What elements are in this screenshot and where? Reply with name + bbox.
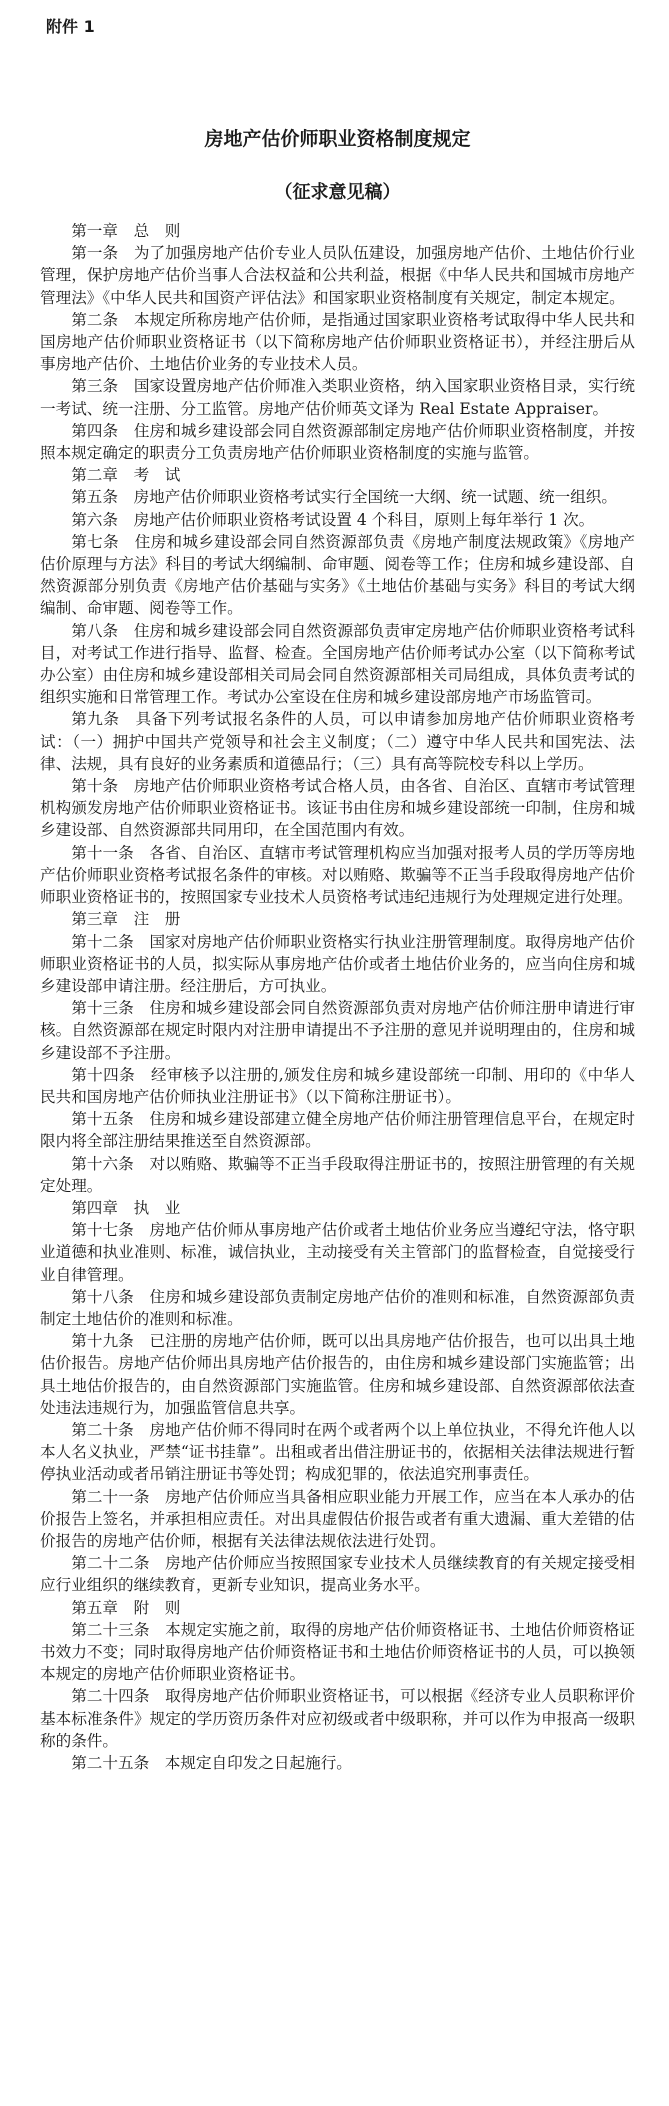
article-paragraph: 第二十一条 房地产估价师应当具备相应职业能力开展工作，应当在本人承办的估价报告上签名，并承担相应责任。对出具虚假估价报告或者有重大遗漏、重大差错的估价报告的房地产估价师，根据有关法律法规依法进行处罚。	[40, 1487, 635, 1550]
article-paragraph: 第二十二条 房地产估价师应当按照国家专业技术人员继续教育的有关规定接受相应行业组织的继续教育，更新专业知识，提高业务水平。	[40, 1554, 635, 1595]
article-paragraph: 第四条 住房和城乡建设部会同自然资源部制定房地产估价师职业资格制度，并按照本规定确定的职责分工负责房地产估价师职业资格制度的实施与监管。	[40, 421, 635, 463]
article-paragraph: 第八条 住房和城乡建设部会同自然资源部负责审定房地产估价师职业资格考试科目，对考试工作进行指导、监督、检查。全国房地产估价师考试办公室（以下简称考试办公室）由住房和城乡建设部相关司局会同自然资源部相关司局组成，具体负责考试的组织实施和日常管理工作。考试办公室设在住房和城乡建设部房地产市场监管司。	[40, 621, 635, 707]
article-paragraph: 第三条 国家设置房地产估价师准入类职业资格，纳入国家职业资格目录，实行统一考试、统一注册、分工监管。房地产估价师英文译为 Real Estate Appraiser。	[40, 377, 635, 418]
article-paragraph: 第二十条 房地产估价师不得同时在两个或者两个以上单位执业，不得允许他人以本人名义执业，严禁“证书挂靠”。出租或者出借注册证书的，依据相关法律法规进行暂停执业活动或者吊销注册证书等处罚；构成犯罪的，依法追究刑事责任。	[40, 1420, 635, 1484]
attachment-label: 附件 1	[46, 17, 95, 36]
chapter-heading: 第一章 总 则	[71, 222, 181, 240]
article-paragraph: 第七条 住房和城乡建设部会同自然资源部负责《房地产制度法规政策》《房地产估价原理与方法》科目的考试大纲编制、命审题、阅卷等工作；住房和城乡建设部、自然资源部分别负责《房地产估价基础与实务》《土地估价基础与实务》科目的考试大纲编制、命审题、阅卷等工作。	[40, 532, 635, 618]
article-paragraph: 第十八条 住房和城乡建设部负责制定房地产估价的准则和标准，自然资源部负责制定土地估价的准则和标准。	[40, 1287, 635, 1328]
article-paragraph: 第二十四条 取得房地产估价师职业资格证书，可以根据《经济专业人员职称评价基本标准条件》规定的学历资历条件对应初级或者中级职称，并可以作为申报高一级职称的条件。	[40, 1687, 635, 1750]
article-paragraph: 第六条 房地产估价师职业资格考试设置 4 个科目，原则上每年举行 1 次。	[71, 510, 595, 529]
article-paragraph: 第十二条 国家对房地产估价师职业资格实行执业注册管理制度。取得房地产估价师职业资格证书的人员，拟实际从事房地产估价或者土地估价业务的，应当向住房和城乡建设部申请注册。经注册后，方可执业。	[40, 932, 635, 995]
document-title: 房地产估价师职业资格制度规定	[204, 128, 471, 150]
chapter-heading: 第四章 执 业	[71, 1198, 181, 1217]
article-paragraph: 第十五条 住房和城乡建设部建立健全房地产估价师注册管理信息平台，在规定时限内将全部注册结果推送至自然资源部。	[40, 1110, 635, 1151]
article-paragraph: 第五条 房地产估价师职业资格考试实行全国统一大纲、统一试题、统一组织。	[71, 488, 617, 507]
article-paragraph: 第二十三条 本规定实施之前，取得的房地产估价师资格证书、土地估价师资格证书效力不变；同时取得房地产估价师资格证书和土地估价师资格证书的人员，可以换领本规定的房地产估价师职业资格证书。	[40, 1620, 635, 1684]
document-body	[40, 220, 635, 1774]
article-paragraph: 第一条 为了加强房地产估价专业人员队伍建设，加强房地产估价、土地估价行业管理，保护房地产估价当事人合法权益和公共利益，根据《中华人民共和国城市房地产管理法》《中华人民共和国资产评估法》和国家职业资格制度有关规定，制定本规定。	[40, 244, 635, 307]
article-paragraph: 第十条 房地产估价师职业资格考试合格人员，由各省、自治区、直辖市考试管理机构颁发房地产估价师职业资格证书。该证书由住房和城乡建设部统一印制，住房和城乡建设部、自然资源部共同用印，在全国范围内有效。	[40, 777, 635, 840]
article-paragraph: 第十四条 经审核予以注册的,颁发住房和城乡建设部统一印制、用印的《中华人民共和国房地产估价师执业注册证书》（以下简称注册证书）。	[40, 1065, 635, 1106]
document-subtitle: （征求意见稿）	[274, 182, 401, 203]
article-paragraph: 第十六条 对以贿赂、欺骗等不正当手段取得注册证书的，按照注册管理的有关规定处理。	[40, 1154, 635, 1195]
article-paragraph: 第二十五条 本规定自印发之日起施行。	[71, 1754, 352, 1773]
article-paragraph: 第十九条 已注册的房地产估价师，既可以出具房地产估价报告，也可以出具土地估价报告。房地产估价师出具房地产估价报告的，由住房和城乡建设部门实施监管；出具土地估价报告的，由自然资源部门实施监管。住房和城乡建设部、自然资源部依法查处违法违规行为，加强监管信息共享。	[40, 1332, 635, 1417]
article-paragraph: 第十一条 各省、自治区、直辖市考试管理机构应当加强对报考人员的学历等房地产估价师职业资格考试报名条件的审核。对以贿赂、欺骗等不正当手段取得房地产估价师职业资格证书的，按照国家专业技术人员资格考试违纪违规行为处理规定进行处理。	[40, 843, 635, 907]
article-paragraph: 第二条 本规定所称房地产估价师，是指通过国家职业资格考试取得中华人民共和国房地产估价师职业资格证书（以下简称房地产估价师职业资格证书），并经注册后从事房地产估价、土地估价业务的专业技术人员。	[40, 310, 635, 374]
article-paragraph: 第十七条 房地产估价师从事房地产估价或者土地估价业务应当遵纪守法，恪守职业道德和执业准则、标准，诚信执业，主动接受有关主管部门的监督检查，自觉接受行业自律管理。	[40, 1221, 635, 1284]
chapter-heading: 第五章 附 则	[71, 1598, 181, 1617]
article-paragraph: 第九条 具备下列考试报名条件的人员，可以申请参加房地产估价师职业资格考试：（一）拥护中国共产党领导和社会主义制度；（二）遵守中华人民共和国宪法、法律、法规，具有良好的业务素质和道德品行；（三）具有高等院校专科以上学历。	[40, 710, 635, 773]
chapter-heading: 第二章 考 试	[71, 466, 181, 485]
article-paragraph: 第十三条 住房和城乡建设部会同自然资源部负责对房地产估价师注册申请进行审核。自然资源部在规定时限内对注册申请提出不予注册的意见并说明理由的，住房和城乡建设部不予注册。	[40, 999, 635, 1062]
chapter-heading: 第三章 注 册	[71, 910, 181, 929]
